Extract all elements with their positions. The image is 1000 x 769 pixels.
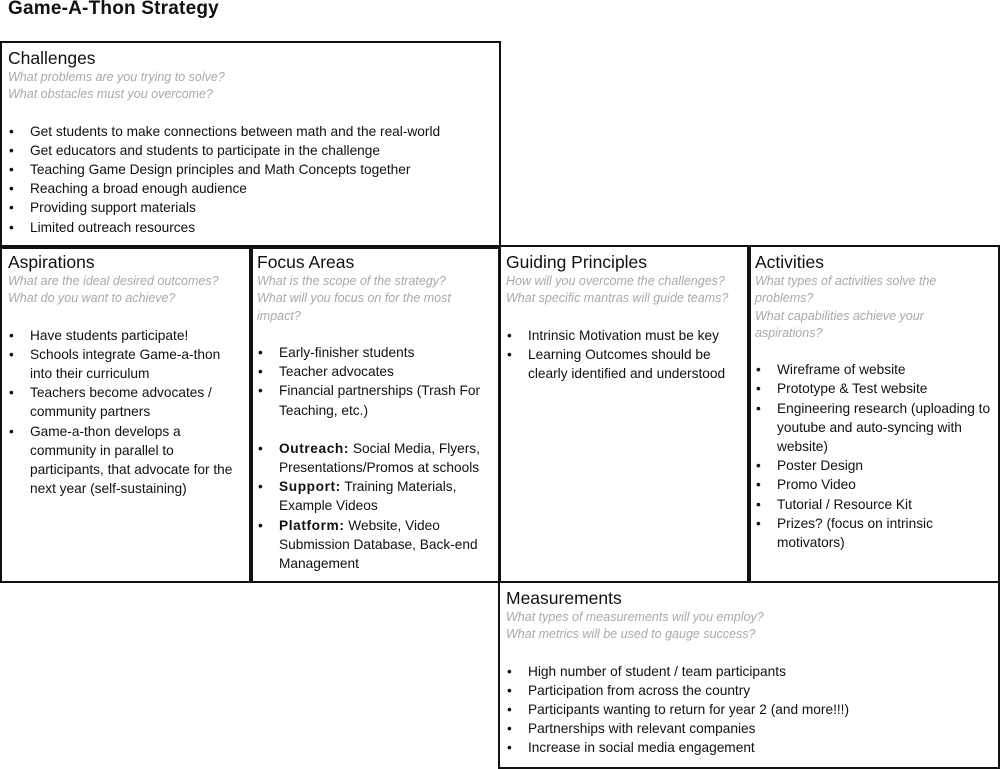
activities-heading: Activities: [755, 252, 825, 272]
activities-list: [755, 360, 992, 552]
list-item: • Partnerships with relevant companies: [506, 719, 992, 738]
list-item: • High number of student / team participants: [506, 662, 992, 681]
list-item: • Teaching Game Design principles and Math Concepts together: [8, 160, 493, 179]
list-item: • Reaching a broad enough audience: [8, 179, 493, 198]
list-item: • Engineering research (uploading to youtube and auto-syncing with website): [755, 399, 992, 457]
prompt-text: What problems are you trying to solve?: [8, 70, 225, 84]
measurements-box: [498, 581, 1000, 769]
list-item: • Participation from across the country: [506, 681, 992, 700]
prompt-text: How will you overcome the challenges?: [506, 274, 725, 288]
keyword-label: Platform:: [279, 517, 345, 533]
measurements-prompts: [506, 609, 992, 644]
aspirations-box: [0, 245, 253, 583]
challenges-prompts: [8, 69, 493, 104]
prompt-text: What will you focus on for the most impact?: [257, 291, 451, 323]
list-item: • Wireframe of website: [755, 360, 992, 379]
keyword-detail: Website, Video Submission Database, Back-end Management: [279, 517, 478, 571]
prompt-text: What are the ideal desired outcomes?: [8, 274, 219, 288]
list-item-support: [257, 477, 493, 515]
guiding-principles-list: [506, 326, 743, 384]
measurements-list: [506, 662, 992, 758]
guiding-principles-prompts: [506, 273, 743, 308]
list-item: • Increase in social media engagement: [506, 738, 992, 757]
list-item: • Prototype & Test website: [755, 379, 992, 398]
list-item: • Early-finisher students: [257, 343, 493, 362]
list-item: • Get educators and students to participate in the challenge: [8, 141, 493, 160]
list-item: • Have students participate!: [8, 326, 245, 345]
page-title: Game-A-Thon Strategy: [8, 0, 219, 19]
prompt-text: What metrics will be used to gauge success?: [506, 627, 756, 642]
list-item: • Limited outreach resources: [8, 218, 493, 237]
list-item: • Poster Design: [755, 456, 992, 475]
focus-areas-box: [249, 245, 501, 583]
list-item: • Game-a-thon develops a community in parallel to participants, that advocate for the next year (self-sustaining): [8, 422, 245, 499]
list-item-outreach: [257, 439, 493, 477]
prompt-text: What capabilities achieve your aspirations?: [755, 308, 924, 340]
guiding-principles-heading: Guiding Principles: [506, 252, 648, 272]
guiding-principles-box: [498, 245, 751, 583]
challenges-list: [8, 122, 493, 237]
prompt-text: What specific mantras will guide teams?: [506, 291, 729, 306]
challenges-box: [0, 41, 501, 249]
prompt-text: What obstacles must you overcome?: [8, 87, 213, 102]
prompt-text: What is the scope of the strategy?: [257, 274, 446, 288]
prompt-text: What do you want to achieve?: [8, 291, 176, 306]
list-item: • Learning Outcomes should be clearly identified and understood: [506, 345, 743, 383]
list-item: • Get students to make connections between math and the real-world: [8, 122, 493, 141]
list-item: • Financial partnerships (Trash For Teaching, etc.): [257, 381, 493, 419]
aspirations-list: [8, 326, 245, 499]
keyword-detail: Social Media, Flyers, Presentations/Promos at schools: [279, 440, 480, 475]
focus-areas-prompts: [257, 273, 493, 325]
aspirations-prompts: [8, 273, 245, 308]
list-item: • Tutorial / Resource Kit: [755, 495, 992, 514]
list-item: • Teacher advocates: [257, 362, 493, 381]
activities-prompts: [755, 273, 992, 342]
list-item-platform: [257, 516, 493, 574]
list-item: • Intrinsic Motivation must be key: [506, 326, 743, 345]
list-item: • Participants wanting to return for year 2 (and more!!!): [506, 700, 992, 719]
prompt-text: What types of activities solve the problems?: [755, 274, 937, 306]
list-item: • Teachers become advocates / community partners: [8, 383, 245, 421]
activities-box: [747, 245, 1000, 583]
prompt-text: What types of measurements will you employ?: [506, 610, 764, 624]
aspirations-heading: Aspirations: [8, 252, 95, 272]
list-item: • Providing support materials: [8, 198, 493, 217]
list-item: • Prizes? (focus on intrinsic motivators): [755, 514, 992, 552]
keyword-detail: Training Materials, Example Videos: [279, 479, 457, 514]
keyword-label: Support:: [279, 479, 341, 495]
measurements-heading: Measurements: [506, 588, 622, 608]
focus-areas-list: [257, 343, 493, 573]
focus-areas-heading: Focus Areas: [257, 252, 355, 272]
list-item: • Promo Video: [755, 475, 992, 494]
challenges-heading: Challenges: [8, 48, 96, 68]
keyword-label: Outreach:: [279, 440, 350, 456]
list-item: • Schools integrate Game-a-thon into their curriculum: [8, 345, 245, 383]
